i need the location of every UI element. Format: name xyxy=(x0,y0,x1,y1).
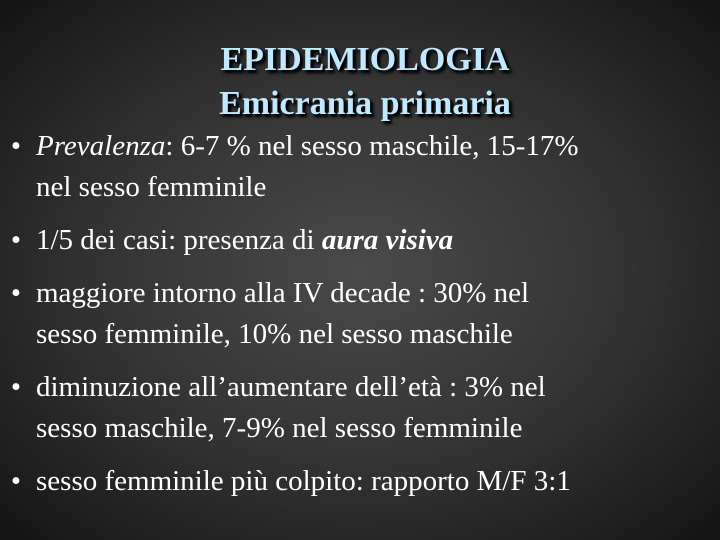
bullet-item-aura xyxy=(6,220,716,261)
bullet-dot-icon: • xyxy=(10,277,22,309)
bullet-dot-icon: • xyxy=(10,371,22,403)
slide-title xyxy=(0,38,720,126)
bullet-line xyxy=(36,220,716,261)
bullet-dot-icon: • xyxy=(10,224,22,256)
bullet-item-age xyxy=(6,367,716,449)
bullet-line: diminuzione all’aumentare dell’età : 3% nel xyxy=(36,371,546,403)
bullet-text: : 6-7 % nel sesso maschile, 15-17% xyxy=(165,130,579,162)
bullet-item-prevalenza xyxy=(6,126,716,208)
bullet-item-decade xyxy=(6,273,716,355)
bullet-list xyxy=(6,126,716,514)
bullet-line xyxy=(36,126,716,167)
bullet-item-ratio xyxy=(6,461,716,502)
bullet-line: sesso maschile, 7-9% nel sesso femminile xyxy=(36,412,523,444)
bullet-dot-icon: • xyxy=(10,130,22,162)
bullet-text: 1/5 dei casi: presenza di xyxy=(36,224,322,256)
bullet-line: sesso femminile, 10% nel sesso maschile xyxy=(36,318,513,350)
title-line-1: EPIDEMIOLOGIA xyxy=(220,41,510,78)
bullet-dot-icon: • xyxy=(10,465,22,497)
bullet-line: maggiore intorno alla IV decade : 30% nel xyxy=(36,277,530,309)
bullet-line: sesso femminile più colpito: rapporto M/F 3:1 xyxy=(36,465,571,497)
title-line-2: Emicrania primaria xyxy=(219,85,511,122)
prevalenza-term: Prevalenza xyxy=(36,130,166,162)
aura-visiva-term: aura visiva xyxy=(321,224,454,256)
bullet-line: nel sesso femminile xyxy=(36,171,267,203)
